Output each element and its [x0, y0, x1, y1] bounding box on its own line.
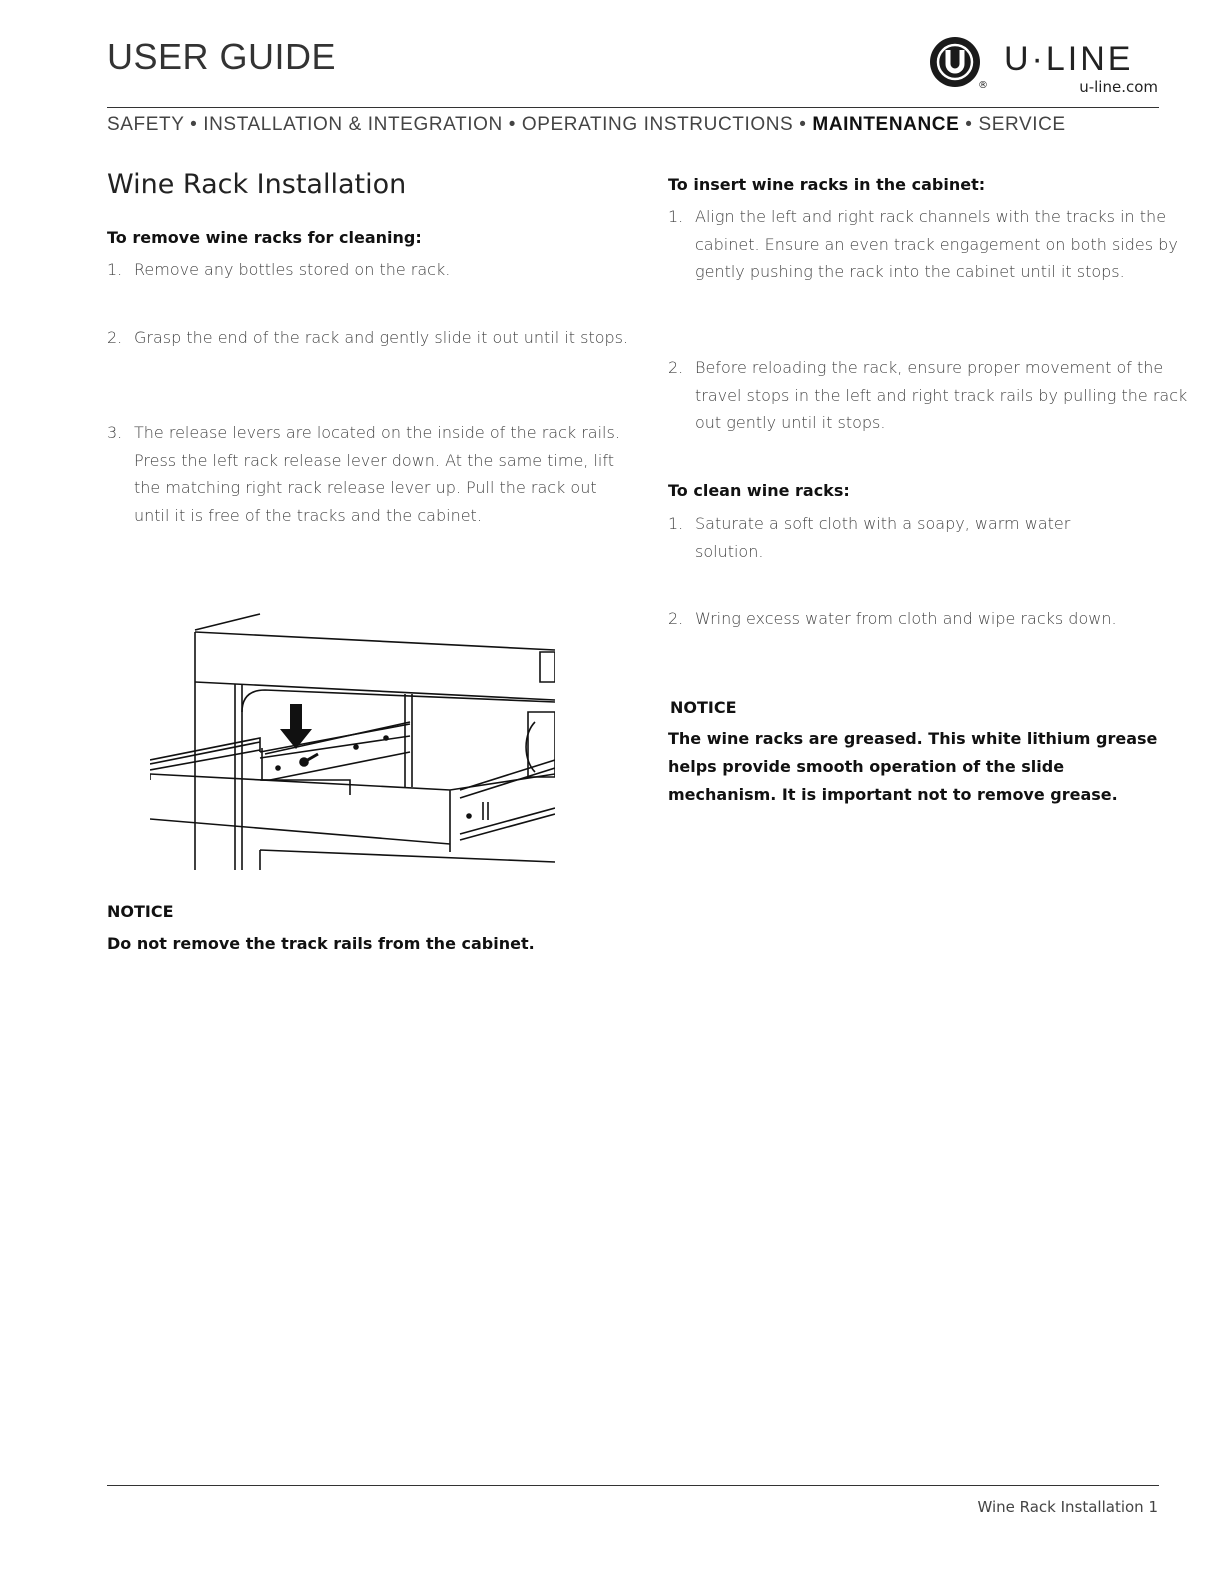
step-text: Wring excess water from cloth and wipe racks down. [695, 609, 1117, 628]
list-item [107, 256, 629, 284]
down-arrow-icon [280, 704, 312, 749]
step-number: 1. [668, 514, 684, 533]
nav-separator: • [508, 114, 516, 135]
website-link[interactable]: u-line.com [1079, 78, 1158, 96]
notice-label: NOTICE [670, 698, 737, 717]
step-number: 1. [107, 260, 123, 279]
nav-installation[interactable]: INSTALLATION & INTEGRATION [203, 114, 503, 135]
step-text: Grasp the end of the rack and gently slide it out until it stops. [134, 328, 629, 347]
nav-separator: • [799, 114, 807, 135]
notice-label: NOTICE [107, 902, 174, 921]
notice-text: The wine racks are greased. This white lithium grease helps provide smooth operation of the slide mechanism. It is important not to remove grease. [668, 729, 1158, 804]
wine-rack-release-illustration [150, 612, 555, 872]
step-number: 2. [107, 328, 123, 347]
u-line-logo [928, 36, 1160, 96]
remove-heading: To remove wine racks for cleaning: [107, 228, 422, 247]
document-title: USER GUIDE [107, 36, 337, 77]
step-number: 2. [668, 609, 684, 628]
logo-wordmark: U·LINE [1004, 40, 1134, 78]
section-nav [107, 114, 1159, 136]
step-text: Before reloading the rack, ensure proper movement of the travel stops in the left and right track rails by pulling the rack out gently until it stops. [695, 358, 1188, 432]
step-number: 3. [107, 423, 123, 442]
u-line-emblem-icon [928, 36, 988, 92]
footer-page-label: Wine Rack Installation 1 [977, 1498, 1158, 1516]
svg-text:®: ® [978, 80, 988, 91]
footer-divider [107, 1485, 1159, 1486]
list-item [107, 324, 629, 352]
nav-service[interactable]: SERVICE [978, 114, 1066, 135]
step-number: 2. [668, 358, 684, 377]
list-item [107, 419, 629, 529]
nav-safety[interactable]: SAFETY [107, 114, 185, 135]
nav-separator: • [965, 114, 973, 135]
nav-maintenance-active[interactable]: MAINTENANCE [812, 114, 960, 135]
list-item [668, 510, 1135, 565]
step-number: 1. [668, 207, 684, 226]
step-text: Remove any bottles stored on the rack. [134, 260, 451, 279]
clean-heading: To clean wine racks: [668, 481, 850, 500]
step-text: The release levers are located on the inside of the rack rails. Press the left rack release lever down. At the same time, lift the matching right rack release lever up. Pull the rack out until it is free of the tracks and the cabinet. [134, 423, 620, 525]
list-item [668, 605, 1190, 633]
step-text: Saturate a soft cloth with a soapy, warm water solution. [695, 514, 1071, 561]
section-title: Wine Rack Installation [107, 169, 407, 200]
insert-heading: To insert wine racks in the cabinet: [668, 175, 986, 194]
notice-text: Do not remove the track rails from the cabinet. [107, 934, 535, 953]
step-text: Align the left and right rack channels with the tracks in the cabinet. Ensure an even track engagement on both sides by gently pushing the rack into the cabinet until it stops. [695, 207, 1178, 281]
nav-separator: • [190, 114, 198, 135]
list-item [668, 354, 1190, 437]
nav-operating[interactable]: OPERATING INSTRUCTIONS [521, 114, 794, 135]
list-item [668, 203, 1190, 286]
header-divider [107, 107, 1159, 108]
